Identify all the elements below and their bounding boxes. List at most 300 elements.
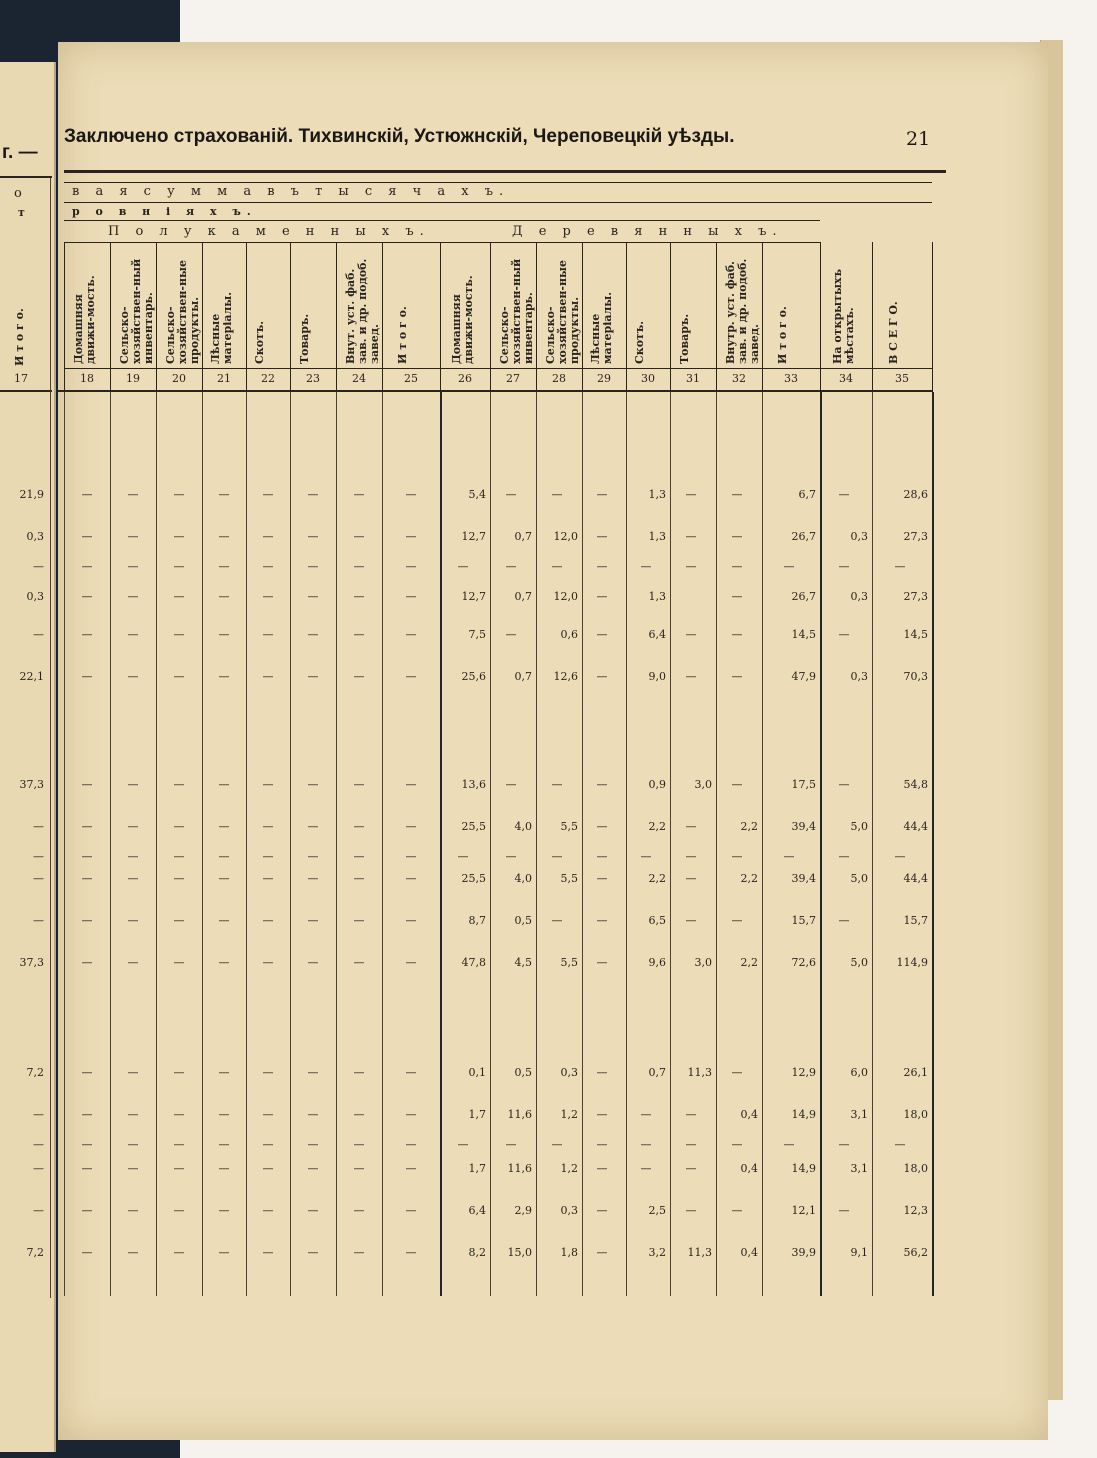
cell-col30: —	[640, 1162, 652, 1175]
header-divider	[336, 242, 337, 392]
column-head-18: Домашняя движи-мость.	[72, 275, 97, 364]
column-head-35: В С Е Г О.	[887, 301, 900, 364]
cell-col25: —	[405, 850, 417, 863]
cell-col25: —	[405, 590, 417, 603]
column-divider	[290, 392, 291, 1296]
cell-col17: 37,3	[19, 778, 44, 791]
column-number-22: 22	[261, 372, 275, 385]
cell-col23: —	[307, 914, 319, 927]
header-divider	[536, 242, 537, 392]
column-number-18: 18	[80, 372, 94, 385]
cell-col21: —	[218, 850, 230, 863]
cell-col31: —	[685, 872, 697, 885]
cell-col17: —	[33, 820, 44, 833]
cell-col18: —	[81, 914, 93, 927]
cell-col22: —	[262, 914, 274, 927]
cell-col29: —	[596, 1138, 608, 1151]
colhead-rule	[64, 368, 932, 369]
cell-col20: —	[173, 560, 185, 573]
cell-col21: —	[218, 628, 230, 641]
column-divider	[336, 392, 337, 1296]
cell-col32: 2,2	[740, 872, 758, 885]
cell-col27: —	[505, 488, 517, 501]
header-divider	[582, 242, 583, 392]
left-band2: т	[18, 206, 25, 219]
cell-col30: —	[640, 1138, 652, 1151]
column-head-25: И т о г о.	[396, 306, 409, 364]
cell-col18: —	[81, 778, 93, 791]
cell-col29: —	[596, 670, 608, 683]
cell-col17: 21,9	[19, 488, 44, 501]
cell-col31: —	[685, 1204, 697, 1217]
left-page-header: г. —	[2, 142, 38, 163]
cell-col18: —	[81, 850, 93, 863]
cell-col23: —	[307, 1066, 319, 1079]
cell-col19: —	[127, 628, 139, 641]
cell-col35: 114,9	[896, 956, 928, 969]
cell-col34: 5,0	[850, 956, 868, 969]
column-divider	[490, 392, 491, 1296]
cell-col34: —	[838, 850, 850, 863]
page-title: Заключено страхованій. Тихвинскій, Устюжнскій, Череповецкій уѣзды.	[64, 126, 735, 147]
cell-col19: —	[127, 778, 139, 791]
cell-col32: —	[731, 850, 743, 863]
cell-col17: —	[33, 560, 44, 573]
cell-col21: —	[218, 590, 230, 603]
cell-col24: —	[353, 1108, 365, 1121]
cell-col34: 5,0	[850, 820, 868, 833]
cell-col29: —	[596, 820, 608, 833]
cell-col31: —	[685, 488, 697, 501]
cell-col35: 44,4	[903, 872, 928, 885]
column-divider	[202, 392, 203, 1296]
column-head-33: И т о г о.	[776, 306, 789, 364]
cell-col31: 11,3	[687, 1246, 712, 1259]
cell-col17: —	[33, 1138, 44, 1151]
cell-col35: —	[894, 1138, 906, 1151]
column-head-30: Скотъ.	[633, 320, 646, 364]
cell-col24: —	[353, 670, 365, 683]
header-divider	[670, 242, 671, 392]
cell-col24: —	[353, 1204, 365, 1217]
cell-col33: 15,7	[791, 914, 816, 927]
cell-col26: 8,7	[468, 914, 486, 927]
cell-col17: 0,3	[26, 590, 44, 603]
cell-col28: 12,0	[553, 590, 578, 603]
band-rule-1	[64, 182, 932, 183]
cell-col19: —	[127, 1066, 139, 1079]
column-head-19: Сельско-хозяйствен-ный инвентарь.	[118, 258, 155, 364]
cell-col22: —	[262, 956, 274, 969]
cell-col34: 3,1	[850, 1162, 868, 1175]
cell-col28: —	[551, 778, 563, 791]
cell-col28: 1,8	[560, 1246, 578, 1259]
cell-col30: —	[640, 560, 652, 573]
column-number-33: 33	[784, 372, 798, 385]
cell-col22: —	[262, 872, 274, 885]
cell-col35: 14,5	[903, 628, 928, 641]
cell-col30: 1,3	[648, 488, 666, 501]
cell-col18: —	[81, 488, 93, 501]
cell-col18: —	[81, 1108, 93, 1121]
cell-col26: 47,8	[461, 956, 486, 969]
header-divider	[156, 242, 157, 392]
cell-col32: —	[731, 628, 743, 641]
cell-col24: —	[353, 872, 365, 885]
cell-col35: —	[894, 850, 906, 863]
cell-col22: —	[262, 1204, 274, 1217]
column-head-34: На открытыхъ мѣстахъ.	[831, 268, 856, 364]
cell-col20: —	[173, 1138, 185, 1151]
cell-col33: 14,5	[791, 628, 816, 641]
cell-col19: —	[127, 1246, 139, 1259]
cell-col31: —	[685, 670, 697, 683]
cell-col31: 3,0	[694, 956, 712, 969]
cell-col32: 2,2	[740, 820, 758, 833]
cell-col22: —	[262, 1162, 274, 1175]
column-divider	[762, 392, 763, 1296]
cell-col33: 26,7	[791, 530, 816, 543]
cell-col31: —	[685, 820, 697, 833]
cell-col32: —	[731, 590, 743, 603]
column-divider	[626, 392, 627, 1296]
left-col-num: 17	[14, 372, 28, 385]
cell-col34: —	[838, 1204, 850, 1217]
cell-col28: —	[551, 560, 563, 573]
cell-col26: 25,5	[461, 820, 486, 833]
cell-col21: —	[218, 956, 230, 969]
cell-col32: 0,4	[740, 1162, 758, 1175]
cell-col26: 1,7	[468, 1162, 486, 1175]
left-colnum-rule	[0, 390, 52, 392]
cell-col29: —	[596, 1162, 608, 1175]
cell-col35: 12,3	[903, 1204, 928, 1217]
cell-col20: —	[173, 530, 185, 543]
cell-col30: —	[640, 850, 652, 863]
column-head-21: Лѣсные матеріалы.	[209, 291, 234, 364]
cell-col34: —	[838, 488, 850, 501]
cell-col25: —	[405, 1204, 417, 1217]
column-divider	[64, 392, 65, 1296]
column-head-27: Сельско-хозяйствен-ный инвентарь.	[498, 258, 535, 364]
cell-col20: —	[173, 850, 185, 863]
cell-col20: —	[173, 488, 185, 501]
cell-col27: —	[505, 1138, 517, 1151]
column-number-32: 32	[732, 372, 746, 385]
cell-col25: —	[405, 956, 417, 969]
left-page-divider	[50, 178, 51, 1298]
cell-col34: —	[838, 628, 850, 641]
band-rule-3	[64, 220, 820, 221]
column-number-26: 26	[458, 372, 472, 385]
column-divider	[246, 392, 247, 1296]
header-divider	[246, 242, 247, 392]
cell-col21: —	[218, 560, 230, 573]
cell-col31: —	[685, 1138, 697, 1151]
cell-col26: 8,2	[468, 1246, 486, 1259]
cell-col26: 25,6	[461, 670, 486, 683]
cell-col17: 7,2	[26, 1246, 44, 1259]
cell-col20: —	[173, 1204, 185, 1217]
column-number-20: 20	[172, 372, 186, 385]
cell-col33: 12,1	[791, 1204, 816, 1217]
cell-col31: —	[685, 628, 697, 641]
cell-col33: 26,7	[791, 590, 816, 603]
cell-col23: —	[307, 850, 319, 863]
cell-col21: —	[218, 914, 230, 927]
cell-col27: 4,5	[514, 956, 532, 969]
cell-col21: —	[218, 1204, 230, 1217]
cell-col23: —	[307, 1108, 319, 1121]
header-divider	[440, 242, 441, 392]
cell-col31: —	[685, 1108, 697, 1121]
cell-col20: —	[173, 670, 185, 683]
cell-col26: 5,4	[468, 488, 486, 501]
cell-col24: —	[353, 1246, 365, 1259]
cell-col26: —	[457, 1138, 469, 1151]
cell-col33: 47,9	[791, 670, 816, 683]
cell-col23: —	[307, 670, 319, 683]
cell-col35: 70,3	[903, 670, 928, 683]
column-number-29: 29	[597, 372, 611, 385]
cell-col30: 3,2	[648, 1246, 666, 1259]
cell-col26: —	[457, 850, 469, 863]
cell-col28: 5,5	[560, 956, 578, 969]
column-number-24: 24	[352, 372, 366, 385]
cell-col21: —	[218, 820, 230, 833]
cell-col32: —	[731, 914, 743, 927]
band-buildings: р о в н і я х ъ.	[72, 205, 257, 218]
column-number-19: 19	[126, 372, 140, 385]
cell-col32: —	[731, 560, 743, 573]
cell-col32: —	[731, 1204, 743, 1217]
cell-col31: —	[685, 530, 697, 543]
cell-col25: —	[405, 872, 417, 885]
cell-col18: —	[81, 1204, 93, 1217]
column-head-20: Сельско-хозяйствен-ные продукты.	[164, 259, 201, 364]
cell-col29: —	[596, 628, 608, 641]
cell-col21: —	[218, 1066, 230, 1079]
cell-col35: 18,0	[903, 1108, 928, 1121]
header-divider	[872, 242, 873, 392]
band-total-sum: в а я с у м м а в ъ т ы с я ч а х ъ.	[72, 184, 510, 199]
cell-col25: —	[405, 530, 417, 543]
cell-col29: —	[596, 1204, 608, 1217]
cell-col20: —	[173, 590, 185, 603]
cell-col29: —	[596, 1108, 608, 1121]
cell-col25: —	[405, 560, 417, 573]
cell-col25: —	[405, 488, 417, 501]
cell-col22: —	[262, 590, 274, 603]
column-divider	[716, 392, 717, 1296]
cell-col20: —	[173, 1246, 185, 1259]
cell-col23: —	[307, 628, 319, 641]
cell-col18: —	[81, 1066, 93, 1079]
cell-col25: —	[405, 1246, 417, 1259]
cell-col24: —	[353, 488, 365, 501]
header-divider	[820, 242, 821, 392]
cell-col26: 12,7	[461, 530, 486, 543]
cell-col19: —	[127, 914, 139, 927]
cell-col28: 12,6	[553, 670, 578, 683]
cell-col22: —	[262, 670, 274, 683]
cell-col31: 11,3	[687, 1066, 712, 1079]
column-divider	[382, 392, 383, 1296]
cell-col26: 6,4	[468, 1204, 486, 1217]
cell-col19: —	[127, 530, 139, 543]
cell-col26: 1,7	[468, 1108, 486, 1121]
cell-col20: —	[173, 820, 185, 833]
cell-col22: —	[262, 1138, 274, 1151]
cell-col25: —	[405, 820, 417, 833]
cell-col27: —	[505, 628, 517, 641]
group-semistone: П о л у к а м е н н ы х ъ.	[108, 224, 430, 239]
cell-col33: —	[783, 1138, 795, 1151]
cell-col24: —	[353, 820, 365, 833]
column-divider	[932, 392, 934, 1296]
cell-col34: —	[838, 1138, 850, 1151]
cell-col23: —	[307, 530, 319, 543]
cell-col25: —	[405, 670, 417, 683]
cell-col29: —	[596, 850, 608, 863]
cell-col19: —	[127, 820, 139, 833]
cell-col27: 4,0	[514, 872, 532, 885]
header-rule	[64, 170, 946, 173]
column-divider	[536, 392, 537, 1296]
cell-col22: —	[262, 628, 274, 641]
column-number-25: 25	[404, 372, 418, 385]
cell-col34: —	[838, 914, 850, 927]
cell-col18: —	[81, 628, 93, 641]
cell-col31: —	[685, 1162, 697, 1175]
cell-col35: 54,8	[903, 778, 928, 791]
cell-col21: —	[218, 872, 230, 885]
left-page-fragment	[0, 62, 56, 1452]
cell-col26: 0,1	[468, 1066, 486, 1079]
cell-col33: —	[783, 850, 795, 863]
cell-col18: —	[81, 820, 93, 833]
cell-col22: —	[262, 1246, 274, 1259]
cell-col17: 37,3	[19, 956, 44, 969]
cell-col30: 9,0	[648, 670, 666, 683]
column-number-27: 27	[506, 372, 520, 385]
cell-col25: —	[405, 1066, 417, 1079]
cell-col35: 28,6	[903, 488, 928, 501]
cell-col19: —	[127, 488, 139, 501]
cell-col22: —	[262, 1066, 274, 1079]
cell-col28: 0,6	[560, 628, 578, 641]
cell-col33: 39,4	[791, 872, 816, 885]
cell-col24: —	[353, 560, 365, 573]
left-header-rule	[0, 176, 52, 178]
cell-col17: —	[33, 1162, 44, 1175]
cell-col17: —	[33, 1108, 44, 1121]
cell-col27: 15,0	[507, 1246, 532, 1259]
colnum-rule	[56, 390, 932, 392]
cell-col22: —	[262, 1108, 274, 1121]
cell-col17: —	[33, 914, 44, 927]
cell-col19: —	[127, 1162, 139, 1175]
cell-col32: 0,4	[740, 1108, 758, 1121]
cell-col27: —	[505, 850, 517, 863]
header-divider	[626, 242, 627, 392]
column-divider	[582, 392, 583, 1296]
cell-col27: 0,5	[514, 914, 532, 927]
cell-col19: —	[127, 560, 139, 573]
column-number-35: 35	[895, 372, 909, 385]
cell-col26: 13,6	[461, 778, 486, 791]
cell-col24: —	[353, 1138, 365, 1151]
cell-col28: 1,2	[560, 1162, 578, 1175]
cell-col17: —	[33, 1204, 44, 1217]
cell-col29: —	[596, 590, 608, 603]
cell-col31: —	[685, 560, 697, 573]
cell-col32: —	[731, 778, 743, 791]
cell-col30: 2,2	[648, 872, 666, 885]
cell-col28: —	[551, 1138, 563, 1151]
cell-col23: —	[307, 872, 319, 885]
cell-col30: 2,5	[648, 1204, 666, 1217]
cell-col24: —	[353, 1066, 365, 1079]
cell-col21: —	[218, 1108, 230, 1121]
cell-col30: 2,2	[648, 820, 666, 833]
page-number: 21	[906, 128, 931, 150]
cell-col18: —	[81, 956, 93, 969]
cell-col26: 25,5	[461, 872, 486, 885]
column-number-31: 31	[686, 372, 700, 385]
cell-col30: 0,7	[648, 1066, 666, 1079]
cell-col29: —	[596, 1066, 608, 1079]
cell-col20: —	[173, 628, 185, 641]
cell-col25: —	[405, 1108, 417, 1121]
cell-col32: —	[731, 530, 743, 543]
cell-col23: —	[307, 1162, 319, 1175]
column-number-28: 28	[552, 372, 566, 385]
column-head-32: Внутр. уст. фаб. зав. и др. подоб. завед.	[724, 258, 761, 364]
cell-col18: —	[81, 872, 93, 885]
cell-col32: —	[731, 1066, 743, 1079]
header-divider	[382, 242, 383, 392]
cell-col19: —	[127, 590, 139, 603]
cell-col27: —	[505, 560, 517, 573]
cell-col21: —	[218, 1138, 230, 1151]
cell-col24: —	[353, 590, 365, 603]
cell-col23: —	[307, 590, 319, 603]
cell-col27: 0,7	[514, 530, 532, 543]
cell-col33: 17,5	[791, 778, 816, 791]
cell-col25: —	[405, 914, 417, 927]
cell-col33: —	[783, 560, 795, 573]
cell-col19: —	[127, 1108, 139, 1121]
left-col-head: И т о г о.	[13, 308, 26, 366]
cell-col32: 0,4	[740, 1246, 758, 1259]
cell-col18: —	[81, 590, 93, 603]
cell-col20: —	[173, 1162, 185, 1175]
cell-col26: 12,7	[461, 590, 486, 603]
header-divider	[202, 242, 203, 392]
cell-col28: —	[551, 850, 563, 863]
column-number-23: 23	[306, 372, 320, 385]
cell-col29: —	[596, 914, 608, 927]
cell-col23: —	[307, 956, 319, 969]
cell-col25: —	[405, 778, 417, 791]
cell-col30: 9,6	[648, 956, 666, 969]
cell-col34: 0,3	[850, 590, 868, 603]
cell-col22: —	[262, 560, 274, 573]
cell-col24: —	[353, 778, 365, 791]
cell-col24: —	[353, 850, 365, 863]
cell-col32: —	[731, 1138, 743, 1151]
